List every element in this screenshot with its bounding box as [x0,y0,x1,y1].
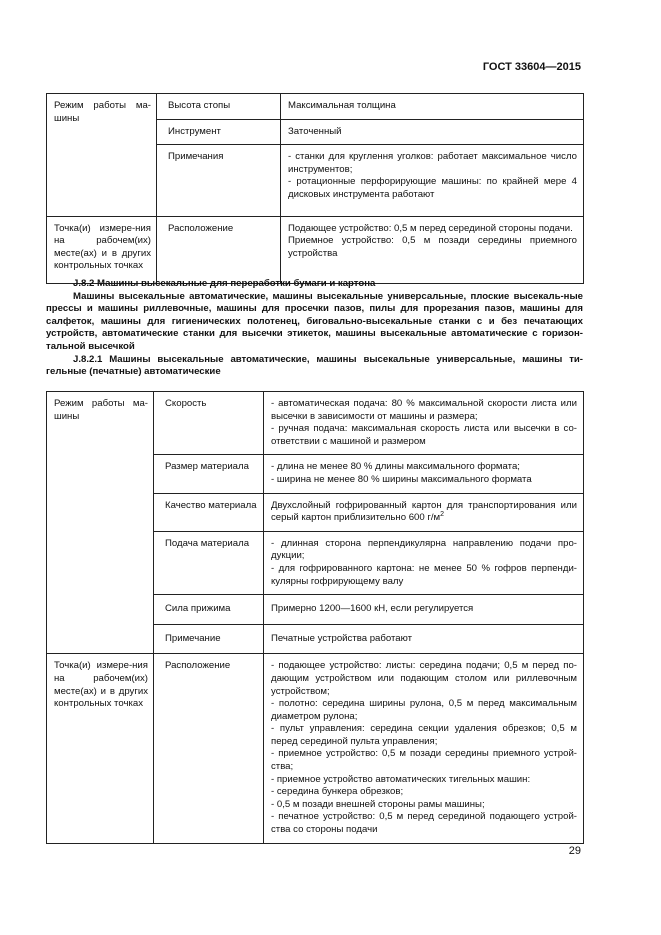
value-line: - станки для круглення уголков: работает максимальное число инструментов; [288,151,577,175]
table-cell-value [281,145,584,216]
table-machine-parameters-2 [46,391,584,844]
table-cell-mode: Режим работы ма-шины [47,94,157,217]
table-cell-param: Расположение [157,216,281,283]
value-line: - ручная подача: максимальная скорость листа или высечки в со-ответствии с машиной и размером [271,423,577,447]
table-cell-param: Скорость [154,392,264,455]
value-line: Подающее устройство: 0,5 м перед серединой стороны подачи. [288,222,573,234]
table-cell-value [264,624,584,654]
table-machine-parameters-1 [46,93,584,284]
value-line: - середина бункера обрезков; [271,786,404,798]
table-cell-param: Сила прижима [154,595,264,625]
table-cell-value [264,654,584,843]
table-cell-value [281,216,584,283]
value-line: - печатное устройство: 0,5 м перед серединой подающего устрой-ства со стороны подачи [271,811,577,836]
value-line: Примерно 1200—1600 кН, если регулируется [271,603,474,615]
section-text [46,278,583,379]
table-cell-param: Качество материала [154,493,264,531]
table-cell-measurement-points: Точка(и) измере-ния на рабочем(их) месте(ах) и в других контрольных точках [47,654,154,843]
table-cell-value [264,392,584,455]
table-cell-param: Примечания [157,145,281,216]
value-line: - автоматическая подача: 80 % максимальной скорости листа или высечки в зависимости от машины и размера; [271,398,577,422]
value-line: - пульт управления: середина секции удаления обрезков; 0,5 м перед серединой пульта управления; [271,723,577,747]
table-cell-measurement-points: Точка(и) измере-ния на рабочем(их) месте(ах) и в других контрольных точках [47,216,157,283]
value-line: - приемное устройство: 0,5 м позади середины приемного устрой-ства; [271,748,577,773]
page-number: 29 [568,845,581,857]
section-paragraph: Машины высекальные автоматические, машины высекальные универсальные, плоские высекаль-ные прессы и машины риллевочные, машины для просечки пазов, пилы для прорезания пазов, машины для салфеток, машины для гигиенических полотенец, биговально-высекальные станки с и без печатающих устройств, автоматические станки для высечки этикеток, машины высекальные автоматические с горизон-тальной высечкой [46,290,583,352]
table-cell-param: Инструмент [157,119,281,145]
table-cell-value [264,531,584,594]
table-cell-value [264,455,584,493]
table-cell-value [281,119,584,145]
table-cell-value [264,595,584,625]
table-row [47,216,584,283]
value-line: - длина не менее 80 % длины максимального формата; [271,461,520,473]
value-line: Максимальная толщина [288,100,396,111]
table-cell-value [264,493,584,531]
value-line: - ширина не менее 80 % ширины максимального формата [271,473,532,485]
table-row [47,94,584,120]
table-cell-value [281,94,584,120]
superscript: 2 [440,510,445,518]
value-line: - подающее устройство: листы: середина подачи; 0,5 м перед по-дающим устройством или подающим столом или риллевочным устройством; [271,660,577,697]
table-cell-param: Подача материала [154,531,264,594]
value-line: - длинная сторона перпендикулярна направлению подачи про-дукции; [271,537,577,562]
value-line: Приемное устройство: 0,5 м позади середины приемного устройства [288,235,577,259]
value-line: - полотно: середина ширины рулона, 0,5 м перед максимальным диаметром рулона; [271,698,577,722]
value-line: Заточенный [288,125,342,137]
table-row [47,392,584,455]
table-row [47,654,584,843]
value-line: Двухслойный гофрированный картон для транспортирования или серый картон приблизительно 600 г/м [271,499,577,524]
section-heading: J.8.2 Машины высекальные для переработки бумаги и картона [73,278,376,289]
document-number: ГОСТ 33604—2015 [482,61,581,73]
table-cell-param: Высота стопы [157,94,281,120]
value-line: - приемное устройство автоматических тигельных машин: [271,773,531,785]
value-line: - для гофрированного картона: не менее 50 % гофров перпенди-кулярны гофрирующему валу [271,562,577,587]
value-line: - 0,5 м позади внешней стороны рамы машины; [271,798,485,810]
value-line: Печатные устройства работают [271,632,413,644]
table-cell-param: Примечание [154,624,264,654]
subsection-heading: J.8.2.1 Машины высекальные автоматические, машины высекальные универсальные, машины ти-гельные (печатные) автоматические [46,353,583,378]
table-cell-mode: Режим работы ма-шины [47,392,154,654]
table-cell-param: Размер материала [154,455,264,493]
table-cell-param: Расположение [154,654,264,843]
value-line: - ротационные перфорирующие машины: по крайней мере 4 дисковых инструмента работают [288,176,577,200]
